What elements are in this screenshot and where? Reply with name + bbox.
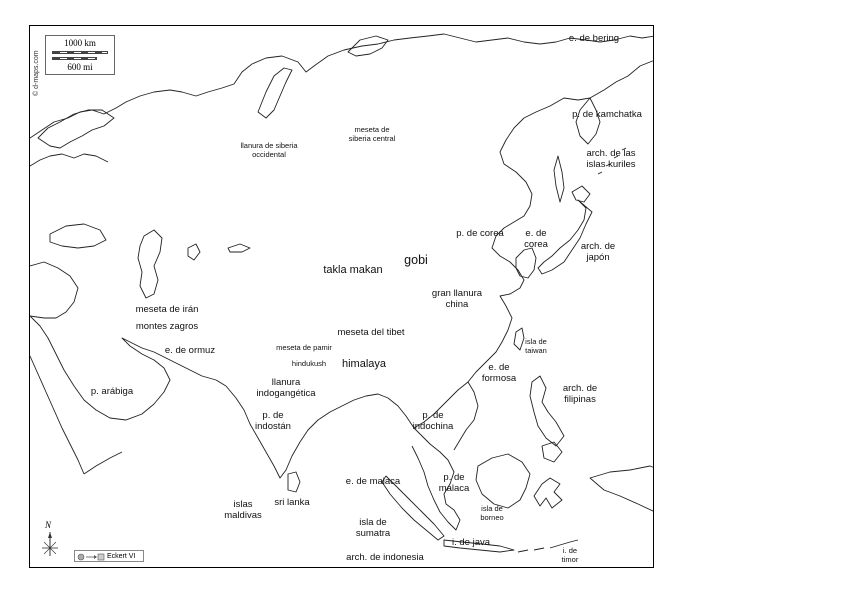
label-line: occidental <box>252 150 286 159</box>
label-line: llanura de siberia <box>240 141 298 150</box>
label-p-de-indostan <box>255 410 291 432</box>
label-takla-makan <box>323 264 382 277</box>
label-line: i. de java <box>451 537 491 548</box>
label-isla-de-borneo <box>480 504 503 522</box>
scale-km-label: 1000 km <box>64 38 96 48</box>
label-i-de-timor <box>562 546 579 564</box>
scale-mi-bar <box>52 57 97 60</box>
label-line: e. de malaca <box>345 476 401 487</box>
label-line: llanura <box>271 377 301 388</box>
label-line: maldivas <box>224 510 262 521</box>
label-line: gran llanura <box>431 288 483 299</box>
africa-horn <box>84 452 122 474</box>
label-line: meseta de pamir <box>276 343 332 352</box>
label-llanura-indogangetica <box>256 377 315 399</box>
label-line: hindukush <box>291 359 327 368</box>
label-meseta-de-iran <box>136 304 199 315</box>
scale-bar <box>45 35 115 75</box>
kamchatka <box>576 98 600 144</box>
scale-km-bar <box>52 51 108 54</box>
label-isla-de-sumatra <box>356 517 390 539</box>
label-line: meseta de irán <box>135 304 199 315</box>
label-arch-kuriles <box>586 148 635 170</box>
label-line: arch. de <box>562 383 598 394</box>
aral-sea <box>188 244 200 260</box>
label-line: japón <box>586 252 610 263</box>
label-p-de-indochina <box>413 410 454 432</box>
taymyr-peninsula <box>348 36 388 56</box>
label-line: islas kuriles <box>586 159 636 170</box>
projection-icon <box>77 553 105 561</box>
projection-box <box>74 550 144 562</box>
label-line: p. arábiga <box>90 386 134 397</box>
sakhalin <box>554 156 564 202</box>
north-arrow <box>39 520 61 558</box>
label-line: taiwan <box>525 346 547 355</box>
label-line: meseta de <box>354 125 390 134</box>
label-e-de-bering <box>569 33 619 44</box>
label-p-de-kamchatka <box>572 109 642 120</box>
label-gran-llanura-china <box>432 288 482 310</box>
label-line: himalaya <box>341 358 387 370</box>
borneo <box>476 454 530 508</box>
label-line: siberia central <box>348 134 396 143</box>
label-line: e. de ormuz <box>164 345 216 356</box>
label-line: montes zagros <box>135 321 199 332</box>
label-line: e. de bering <box>568 33 620 44</box>
label-e-de-corea <box>524 228 548 250</box>
label-arch-de-japon <box>581 241 615 263</box>
label-islas-maldivas <box>224 499 262 521</box>
new-guinea <box>590 466 654 512</box>
label-hindukush <box>292 359 326 368</box>
label-montes-zagros <box>136 321 198 332</box>
europe-coast <box>30 154 108 166</box>
label-himalaya <box>342 358 386 371</box>
mediterranean-coast <box>30 262 78 318</box>
label-line: indostán <box>255 421 291 432</box>
sulawesi <box>534 478 562 508</box>
map-frame <box>29 25 654 568</box>
label-line: borneo <box>480 513 504 522</box>
philippines <box>530 376 564 446</box>
label-llanura-siberia-occidental <box>240 141 297 159</box>
label-line: p. de <box>443 472 465 483</box>
northern-coastline <box>30 34 654 138</box>
label-line: sri lanka <box>274 497 310 508</box>
label-line: islas <box>233 499 253 510</box>
label-line: indogangética <box>256 388 316 399</box>
credit-text: © d-maps.com <box>33 50 40 96</box>
label-line: corea <box>524 239 548 250</box>
label-line: gobi <box>404 253 428 267</box>
label-e-de-formosa <box>482 362 516 384</box>
label-line: takla makan <box>323 264 383 276</box>
label-line: malaca <box>438 483 470 494</box>
vietnam-coast <box>454 382 478 450</box>
label-meseta-del-tibet <box>337 327 404 338</box>
label-line: indochina <box>412 421 454 432</box>
label-line: isla de <box>359 517 387 528</box>
label-i-de-java <box>452 537 490 548</box>
label-line: p. de kamchatka <box>572 109 642 120</box>
label-meseta-siberia-central <box>349 125 396 143</box>
projection-name: Eckert VI <box>107 553 136 560</box>
black-sea <box>50 224 106 248</box>
caspian-sea <box>138 230 162 298</box>
novaya-zemlya <box>258 68 292 118</box>
label-meseta-de-pamir <box>276 343 332 352</box>
north-label: N <box>45 520 52 530</box>
label-p-arabiga <box>91 386 133 397</box>
label-line: isla de <box>481 504 503 513</box>
label-line: formosa <box>481 373 517 384</box>
label-line: i. de <box>562 546 578 555</box>
red-sea-coast <box>30 356 84 474</box>
mindanao <box>542 442 562 462</box>
label-line: timor <box>561 555 579 564</box>
label-sri-lanka <box>274 497 309 508</box>
label-gobi <box>404 253 428 267</box>
label-line: china <box>445 299 469 310</box>
hokkaido <box>572 186 590 202</box>
label-arch-de-filipinas <box>563 383 597 405</box>
lake-balkhash <box>228 244 250 252</box>
label-line: arch. de las <box>586 148 636 159</box>
label-p-de-malaca <box>439 472 470 494</box>
label-line: p. de <box>262 410 284 421</box>
label-isla-de-taiwan <box>525 337 547 355</box>
compass-icon <box>39 530 61 558</box>
label-line: isla de <box>525 337 547 346</box>
label-e-de-malaca <box>346 476 400 487</box>
sri-lanka-island <box>288 472 300 492</box>
label-line: meseta del tibet <box>337 327 405 338</box>
label-line: sumatra <box>355 528 391 539</box>
taiwan <box>514 328 524 350</box>
label-line: filipinas <box>564 394 596 405</box>
label-line: e. de <box>488 362 510 373</box>
india-coast <box>226 386 414 478</box>
scandinavia <box>38 110 114 148</box>
label-arch-de-indonesia <box>346 552 424 563</box>
korean-peninsula <box>516 248 536 278</box>
asia-coastline-map <box>30 26 654 568</box>
scale-mi-label: 600 mi <box>67 62 93 72</box>
label-line: e. de <box>525 228 547 239</box>
label-p-de-corea <box>456 228 504 239</box>
label-line: arch. de <box>580 241 616 252</box>
label-line: p. de corea <box>456 228 504 239</box>
label-line: p. de <box>422 410 444 421</box>
label-line: arch. de indonesia <box>346 552 424 563</box>
label-e-de-ormuz <box>165 345 215 356</box>
